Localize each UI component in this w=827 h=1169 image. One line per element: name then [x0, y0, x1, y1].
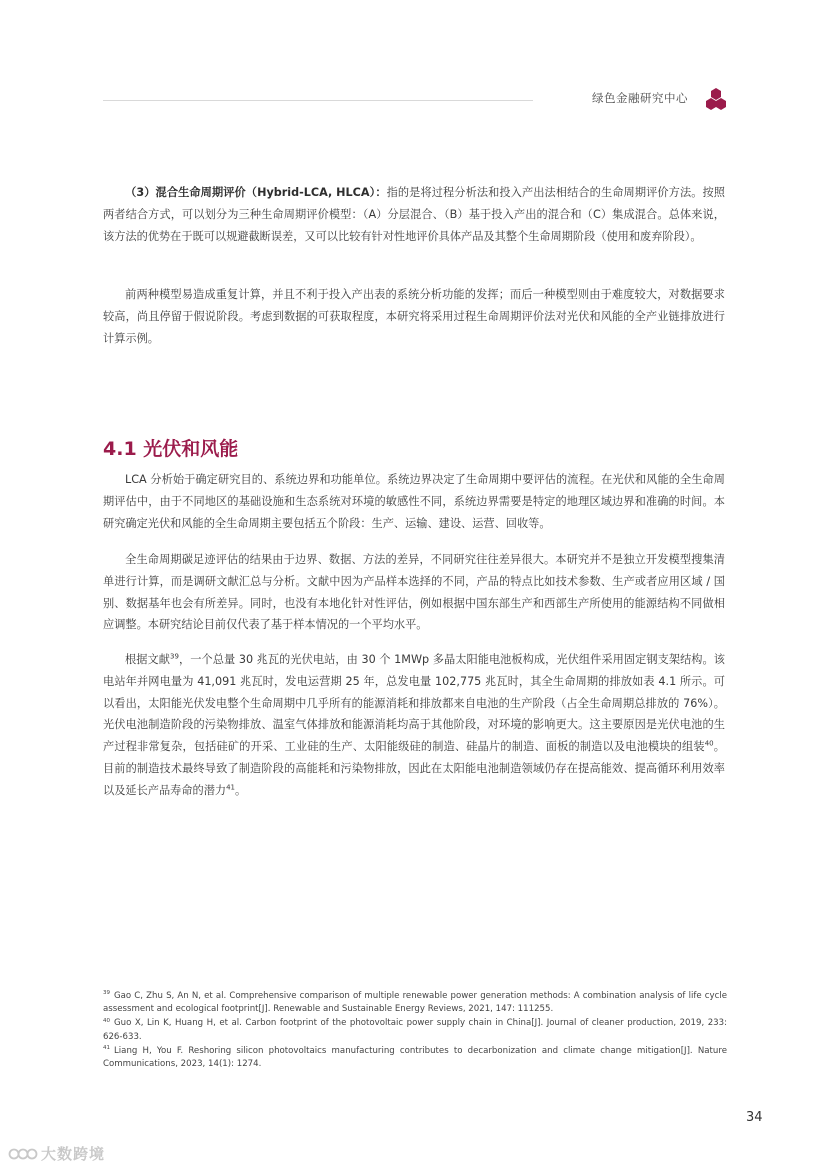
pv-case-text-d: 。 — [235, 783, 247, 797]
page-number: 34 — [746, 1110, 763, 1125]
header-divider — [103, 100, 533, 101]
hexagon-logo-icon — [705, 87, 727, 111]
watermark-text: 大数跨境 — [41, 1145, 106, 1163]
lca-scope-text: LCA 分析始于确定研究目的、系统边界和功能单位。系统边界决定了生命周期中要评估的流程。在光伏和风能的全生命周期评估中，由于不同地区的基础设施和生态系统对环境的敏感性不同，系统边界需要是特定的地理区域边界和准确的时间。本研究确定光伏和风能的全生命周期主要包括五个阶段：生产、运输、建设、运营、回收等。 — [103, 473, 725, 530]
footnote-ref[interactable]: 41 — [226, 783, 235, 792]
hybrid-lca-heading: （3）混合生命周期评价（Hybrid-LCA, HLCA）： — [125, 186, 387, 199]
footnote-number: 39 — [103, 990, 110, 997]
paragraph-lca-scope — [103, 469, 725, 534]
paragraph-carbon-footprint — [103, 549, 725, 636]
paragraph-pv-case-study — [103, 649, 725, 802]
pv-case-text-a: 根据文献 — [125, 653, 171, 666]
header-title: 绿色金融研究中心 — [592, 91, 688, 105]
footnote-text: Gao C, Zhu S, An N, et al. Comprehensive comparison of multiple renewable power generation methods: A combination analysis of life cycle assessment and ecological footprint[J]. Renewable and Sustainable Energy Reviews, 2021, 147: 111255. — [103, 991, 727, 1015]
footnote-number: 40 — [103, 1017, 110, 1024]
footnote-ref[interactable]: 40 — [704, 739, 714, 748]
footnote-item — [103, 1045, 727, 1071]
footnote-ref[interactable]: 39 — [170, 652, 179, 661]
footnote-text: Liang H, You F. Reshoring silicon photovoltaics manufacturing contributes to decarbonization and climate change mitigation[J]. Nature Communications, 2023, 14(1): 1274. — [103, 1045, 727, 1070]
footnotes — [103, 990, 727, 1072]
footnote-text: Guo X, Lin K, Huang H, et al. Carbon footprint of the photovoltaic power supply chain in China[J]. Journal of cleaner production, 2019, 233: 626-633. — [103, 1018, 727, 1042]
paragraph-hybrid-lca — [103, 182, 725, 247]
watermark-logo-icon — [8, 1145, 38, 1163]
footnote-item — [103, 990, 727, 1016]
paragraph-model-comparison — [103, 284, 725, 349]
footnote-number: 41 — [103, 1044, 110, 1051]
watermark — [8, 1143, 105, 1164]
carbon-footprint-text: 全生命周期碳足迹评估的结果由于边界、数据、方法的差异，不同研究往往差异很大。本研究并不是独立开发模型搜集清单进行计算，而是调研文献汇总与分析。文献中因为产品样本选择的不同，产品的特点比如技术参数、生产或者应用区域 / 国别、数据基年也会有所差异。同时，也没有本地化针对性评估，例如根据中国东部生产和西部生产所使用的能源结构不同做相应调整。本研究结论目前仅代表了基于样本情况的一个平均水平。 — [103, 553, 725, 632]
hybrid-lca-text: 指的是将过程分析法和投入产出法相结合的生命周期评价方法。按照两者结合方式，可以划分为三种生命周期评价模型：（A）分层混合、（B）基于投入产出的混合和（C）集成混合。总体来说，该方法的优势在于既可以规避截断误差，又可以比较有针对性地评价具体产品及其整个生命周期阶段（使用和废弃阶段）。 — [103, 186, 725, 243]
model-comparison-text: 前两种模型易造成重复计算，并且不利于投入产出表的系统分析功能的发挥；而后一种模型则由于难度较大，对数据要求较高，尚且停留于假说阶段。考虑到数据的可获取程度，本研究将采用过程生命周期评价法对光伏和风能的全产业链排放进行计算示例。 — [103, 288, 725, 345]
footnote-item — [103, 1017, 727, 1043]
pv-case-text-c: 。目前的制造技术最终导致了制造阶段的高能耗和污染物排放，因此在太阳能电池制造领域仍存在提高能效、提高循环利用效率以及延长产品寿命的潜力 — [103, 740, 725, 797]
pv-case-text-b: ，一个总量 30 兆瓦的光伏电站，由 30 个 1MWp 多晶太阳能电池板构成，光伏组件采用固定钢支架结构。该电站年并网电量为 41,091 兆瓦时，发电运营期 25 年，总发电量 102,775 兆瓦时，其全生命周期的排放如表 4.1 所示。可以看出，太阳能光伏发电整个生命周期中几乎所有的能源消耗和排放都来自电池的生产阶段（占全生命周期总排放的 76%）。光伏电池制造阶段的污染物排放、温室气体排放和能源消耗均高于其他阶段，对环境的影响更大。这主要原因是光伏电池的生产过程非常复杂，包括硅矿的开采、工业硅的生产、太阳能级硅的制造、硅晶片的制造、面板的制造以及电池模块的组装 — [103, 653, 725, 754]
section-title: 4.1 光伏和风能 — [103, 438, 239, 460]
